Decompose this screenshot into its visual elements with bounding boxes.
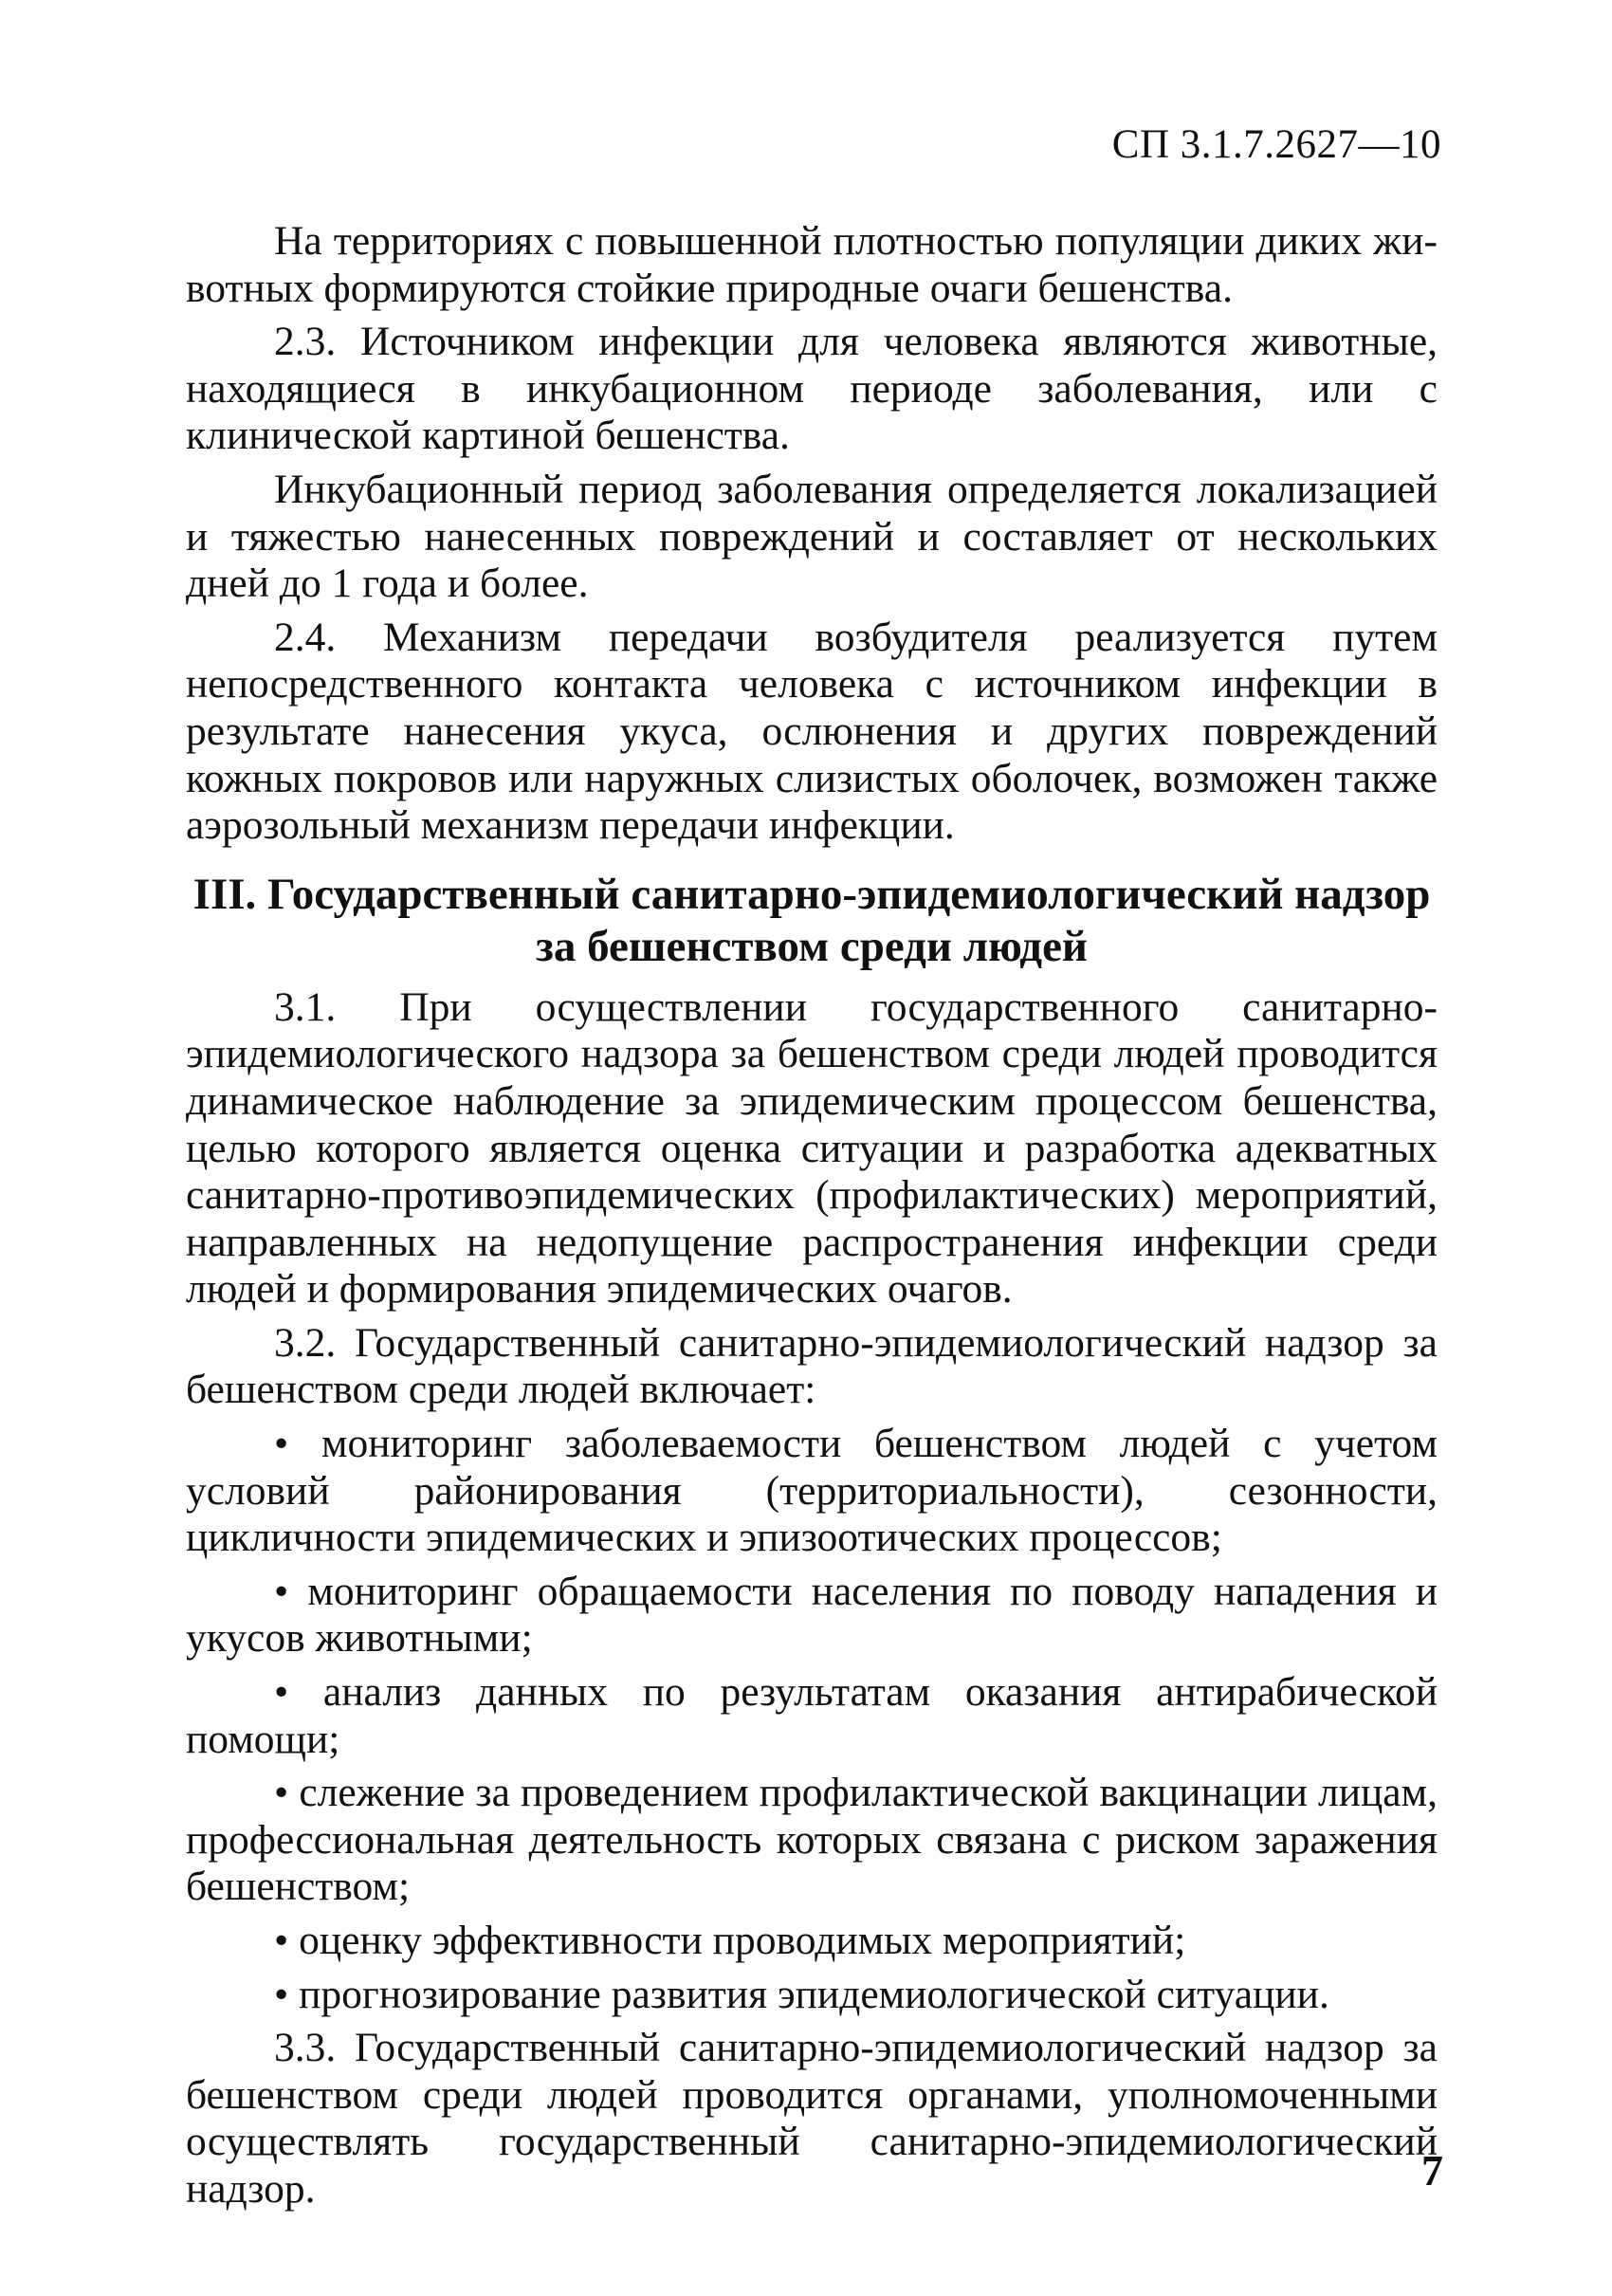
section-title (186, 869, 1438, 973)
list-item: • слежение за проведением профилактической вакцинации лицам, профессиональная деятельность которых связана с риском заражения бешенством; (186, 1770, 1438, 1910)
paragraph-natural-foci: На территориях с повышенной плотностью популяции диких животных формируются стойкие природные очаги бешенства. (186, 218, 1438, 311)
section-title-line-1: III. Государственный санитарно-эпидемиологический надзор (192, 869, 1431, 919)
list-item: • мониторинг обращаемости населения по поводу нападения и укусов животными; (186, 1568, 1438, 1662)
paragraph-2-3: 2.3. Источником инфекции для человека являются животные, находящиеся в инкубационном периоде заболевания, или с клинической картиной бешенства. (186, 319, 1438, 459)
list-item: • оценку эффективности проводимых мероприятий; (274, 1918, 1186, 1963)
paragraph-3-3: 3.3. Государственный санитарно-эпидемиологический надзор за бешенством среди людей проводится органами, уполномоченными осуществлять государственный санитарно-эпидемиологический надзор. (186, 2025, 1438, 2212)
paragraph-incubation: Инкубационный период заболевания определяется локализацией и тяжестью нанесенных повреждений и составляет от нескольких дней до 1 года и более. (186, 466, 1438, 607)
list-item: • прогнозирование развития эпидемиологической ситуации. (274, 1971, 1329, 2017)
document-code: СП 3.1.7.2627—10 (1111, 122, 1441, 167)
list-item: • мониторинг заболеваемости бешенством людей с учетом условий районирования (территориальности), сезонности, цикличности эпидемических и эпизоотических процессов; (186, 1421, 1438, 1561)
paragraph-2-4: 2.4. Механизм передачи возбудителя реализуется путем непосредственного контакта человека с источником инфекции в результате нанесения укуса, ослюнения и других повреждений кожных покровов или наружных слизистых оболочек, возможен также аэрозольный механизм передачи инфекции. (186, 614, 1438, 849)
section-title-line-2: за бешенством среди людей (535, 921, 1089, 971)
paragraph-3-2: 3.2. Государственный санитарно-эпидемиологический надзор за бешенством среди людей включает: (186, 1319, 1438, 1413)
paragraph-3-1: 3.1. При осуществлении государственного санитарно-эпидемиологического надзора за бешенством среди людей проводится динамическое наблюдение за эпидемическим процессом бешенства, целью которого является оценка ситуации и разработка адекватных санитарно-противоэпидемических (профилактических) мероприятий, направленных на недопущение распространения инфекции среди людей и формирования эпидемических очагов. (186, 983, 1438, 1313)
page-content (186, 218, 1438, 2213)
list-item: • анализ данных по результатам оказания антирабической помощи; (186, 1669, 1438, 1762)
page-number: 7 (1421, 2146, 1443, 2195)
